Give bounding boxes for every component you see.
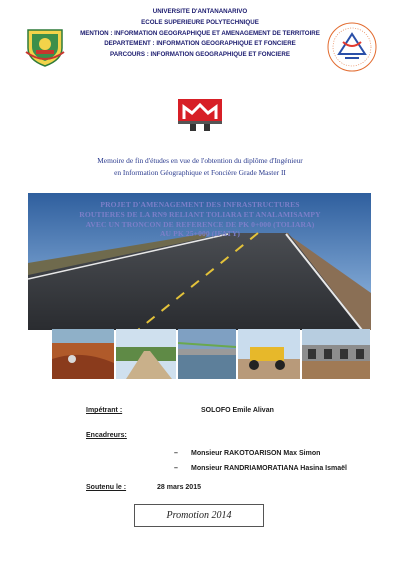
memoire-line-2: en Information Géographique et Foncière Grade Master II	[114, 168, 286, 177]
title-line-4: AU PK 25+000 (IFATY)	[159, 229, 241, 239]
parcours-line: PARCOURS : INFORMATION GEOGRAPHIQUE ET FONCIERE	[110, 51, 290, 59]
department-line: DEPARTEMENT : INFORMATION GEOGRAPHIQUE ET FONCIERE	[104, 40, 296, 48]
impetrant-value: SOLOFO Emile Alivan	[201, 407, 274, 414]
esp-emblem-icon	[176, 97, 224, 133]
memoire-line-1: Memoire de fin d'études en vue de l'obtention du diplôme d'Ingénieur	[97, 156, 303, 165]
encadreur-1: Monsieur RAKOTOARISON Max Simon	[191, 450, 321, 457]
polytechnic-logo-icon	[325, 20, 379, 74]
project-title	[40, 200, 360, 239]
culvert-photo	[302, 329, 370, 379]
university-name: UNIVERSITE D'ANTANANARIVO	[152, 8, 248, 15]
muddy-road-photo	[52, 329, 114, 379]
title-line-2: ROUTIERES DE LA RN9 RELIANT TOLIARA ET ANALAMISAMPY	[79, 209, 321, 219]
soutenu-value: 28 mars 2015	[157, 484, 201, 491]
promotion-text: Promotion 2014	[166, 510, 232, 521]
dirt-road-photo	[116, 329, 176, 379]
dash-2: –	[174, 465, 178, 472]
institution-header	[70, 7, 330, 61]
encadreur-2: Monsieur RANDRIAMORATIANA Hasina Ismaël	[191, 465, 347, 472]
encadreurs-label: Encadreurs:	[86, 432, 127, 439]
title-line-1: PROJET D'AMENAGEMENT DES INFRASTRUCTURES	[100, 200, 300, 209]
mention-line: MENTION : INFORMATION GEOGRAPHIQUE ET AMENAGEMENT DE TERRITOIRE	[80, 29, 320, 37]
school-name: ECOLE SUPERIEURE POLYTECHNIQUE	[141, 18, 259, 26]
dash-1: –	[174, 450, 178, 457]
title-line-3: AVEC UN TRONCON DE REFERENCE DE PK 0+000 (TOLIARA)	[85, 219, 315, 229]
memoire-description	[40, 155, 360, 179]
soutenu-label: Soutenu le :	[86, 484, 127, 491]
university-seal-icon	[22, 22, 68, 68]
promotion-box	[134, 504, 264, 527]
bridge-photo	[178, 329, 236, 379]
impetrant-label: Impétrant :	[86, 407, 123, 414]
grader-photo	[238, 329, 300, 379]
photo-strip	[52, 329, 370, 379]
